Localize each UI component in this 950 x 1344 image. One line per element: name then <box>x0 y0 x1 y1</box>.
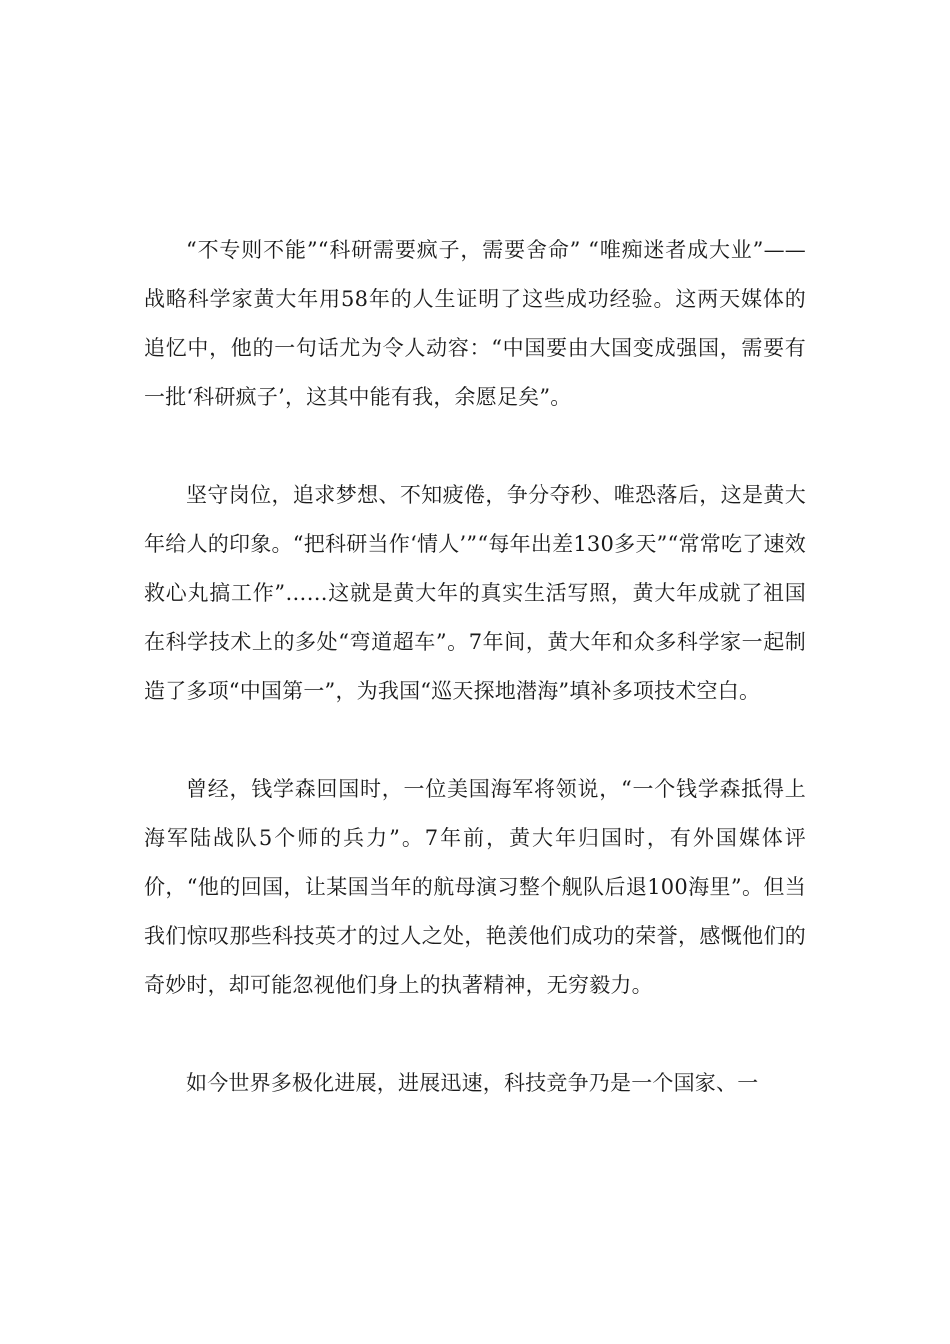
paragraph-4: 如今世界多极化进展，进展迅速，科技竞争乃是一个国家、一 <box>186 1071 759 1095</box>
paragraph-3: 曾经，钱学森回国时，一位美国海军将领说，“一个钱学森抵得上海军陆战队5个师的兵力”。7年前，黄大年归国时，有外国媒体评价，“他的回国，让某国当年的航母演习整个舰队后退100海里”。但当我们惊叹那些科技英才的过人之处，艳羡他们成功的荣誉，感慨他们的奇妙时，却可能忽视他们身上的执著精神，无穷毅力。 <box>144 777 806 997</box>
paragraph-1: “不专则不能”“科研需要疯子，需要舍命” “唯痴迷者成大业”——战略科学家黄大年用58年的人生证明了这些成功经验。这两天媒体的追忆中，他的一句话尤为令人动容：“中国要由大国变成强国，需要有一批‘科研疯子’，这其中能有我，余愿足矣”。 <box>144 238 806 409</box>
document-body <box>144 226 806 1157</box>
paragraph-2: 坚守岗位，追求梦想、不知疲倦，争分夺秒、唯恐落后，这是黄大年给人的印象。“把科研当作‘情人’”“每年出差130多天”“常常吃了速效救心丸搞工作”……这就是黄大年的真实生活写照，黄大年成就了祖国在科学技术上的多处“弯道超车”。7年间，黄大年和众多科学家一起制造了多项“中国第一”，为我国“巡天探地潜海”填补多项技术空白。 <box>144 483 806 703</box>
